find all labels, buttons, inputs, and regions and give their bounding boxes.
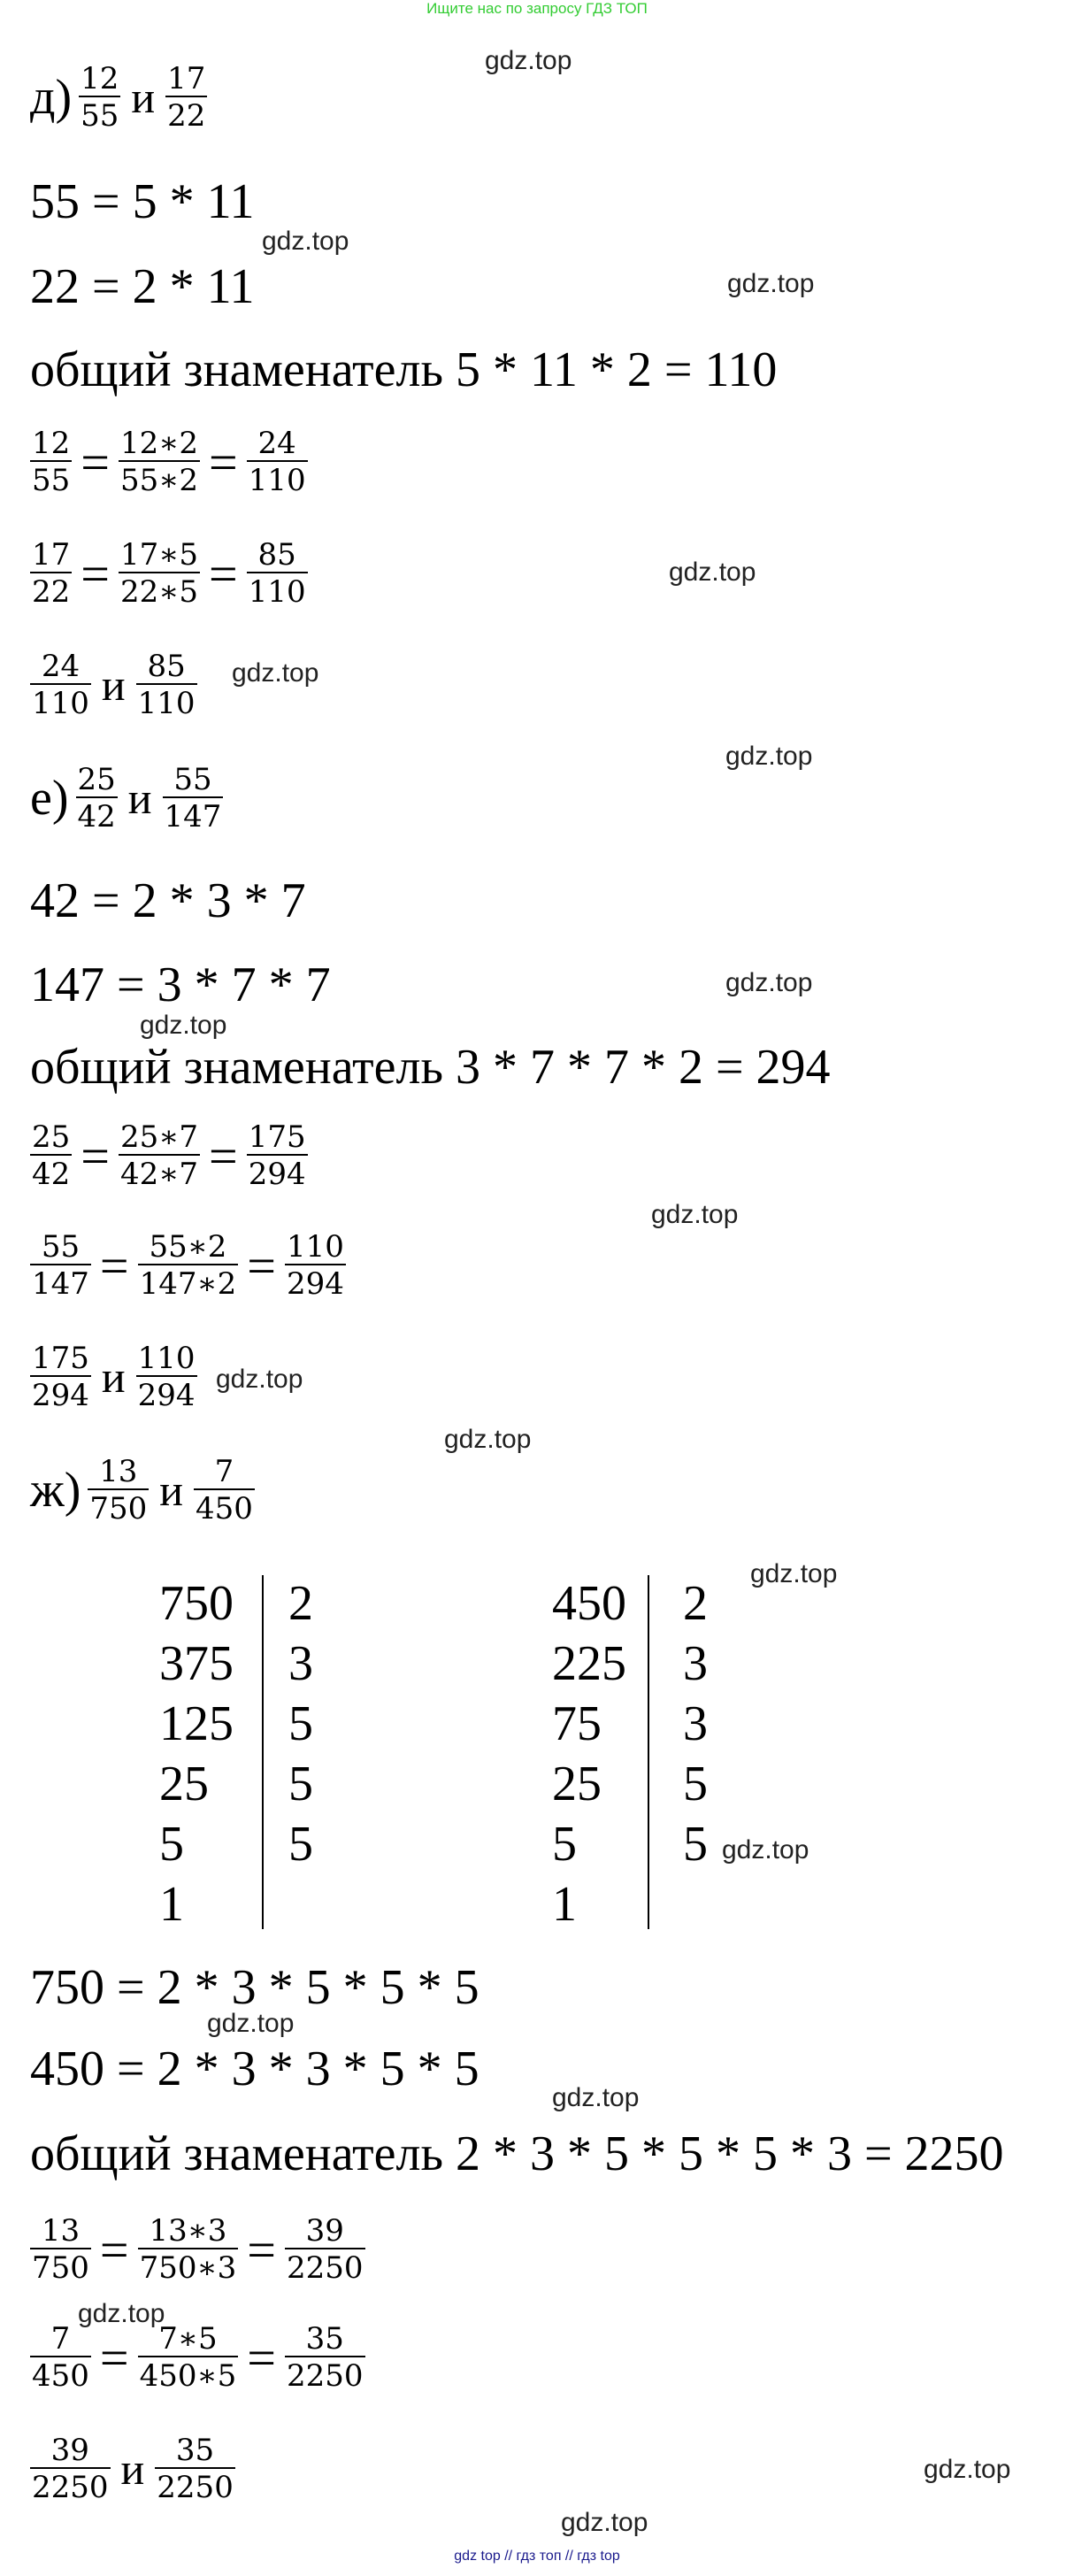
fraction: $\frac{24}{110}$ [32,649,89,722]
problem-label: ж) [30,1463,81,1519]
fraction: $\frac{35}{2250}$ [157,2433,234,2506]
watermark: gdz.top [561,2508,648,2537]
watermark: gdz.top [485,46,572,75]
factorization-line: 750 = 2 * 3 * 5 * 5 * 5 [30,1960,479,2015]
table-cell: 2 [288,1576,313,1631]
common-denominator-line: общий знаменатель 2 * 3 * 5 * 5 * 5 * 3 = 2250 [30,2126,1004,2181]
conversion-line [30,2214,365,2285]
watermark: gdz.top [750,1559,838,1588]
table-cell: 5 [552,1817,577,1872]
table-cell: 5 [288,1817,313,1872]
table-cell: 25 [159,1757,209,1811]
fraction: $\frac{13}{750}$ [89,1454,148,1527]
result-line [30,650,197,720]
equals-sign: = [99,1236,129,1295]
fraction: $\frac{110}{294}$ [137,1341,196,1414]
fraction: $\frac{39}{2250}$ [286,2213,364,2287]
equals-sign: = [209,544,238,603]
equals-sign: = [99,2328,129,2387]
watermark: gdz.top [725,968,813,997]
conjunction: и [101,660,126,711]
conjunction: и [101,1352,126,1403]
conversion-line [30,1120,308,1191]
fraction: $\frac{17}{22}$ [32,537,71,611]
search-banner: Ищите нас по запросу ГДЗ ТОП [426,0,648,17]
problem-label: д) [30,70,73,126]
watermark: gdz.top [552,2083,640,2112]
result-line [30,2434,235,2504]
table-cell: 375 [159,1636,234,1691]
fraction: $\frac{12∗2}{55∗2}$ [119,426,198,499]
common-denominator-line: общий знаменатель 3 * 7 * 7 * 2 = 294 [30,1040,831,1095]
table-cell: 1 [552,1877,577,1932]
fraction: $\frac{7}{450}$ [196,1454,253,1527]
fraction: $\frac{175}{294}$ [248,1119,306,1193]
factorization-line: 450 = 2 * 3 * 3 * 5 * 5 [30,2042,479,2096]
conversion-line [30,1230,346,1301]
equals-sign: = [81,544,110,603]
watermark: gdz.top [727,269,815,298]
factorization-line: 42 = 2 * 3 * 7 [30,873,306,928]
table-cell: 3 [683,1636,708,1691]
factorization-line: 55 = 5 * 11 [30,174,255,229]
table-cell: 5 [159,1817,184,1872]
conjunction: и [127,773,152,824]
conversion-line [30,538,308,609]
fraction: $\frac{13}{750}$ [32,2213,89,2287]
fraction: $\frac{55}{147}$ [32,1229,89,1303]
table-cell: 3 [288,1636,313,1691]
table-cell: 5 [288,1696,313,1751]
fraction: $\frac{55∗2}{147∗2}$ [139,1229,237,1303]
table-cell: 25 [552,1757,602,1811]
fraction: $\frac{12}{55}$ [32,426,71,499]
fraction: $\frac{175}{294}$ [32,1341,89,1414]
fraction: $\frac{24}{110}$ [248,426,306,499]
conjunction: и [131,73,156,123]
fraction: $\frac{85}{110}$ [248,537,306,611]
table-divider [648,1575,649,1929]
problem-label: е) [30,771,69,827]
conjunction: и [159,1465,184,1516]
fraction: $\frac{13∗3}{750∗3}$ [139,2213,237,2287]
table-cell: 2 [683,1576,708,1631]
table-cell: 125 [159,1696,234,1751]
watermark: gdz.top [140,1011,227,1040]
problem-d-heading [30,62,207,133]
equals-sign: = [247,1236,276,1295]
table-cell: 5 [683,1757,708,1811]
watermark: gdz.top [651,1200,739,1229]
conjunction: и [120,2444,145,2495]
common-denominator-line: общий знаменатель 5 * 11 * 2 = 110 [30,342,778,397]
equals-sign: = [247,2220,276,2279]
table-cell: 3 [683,1696,708,1751]
table-cell: 75 [552,1696,602,1751]
table-cell: 1 [159,1877,184,1932]
problem-e-heading [30,763,223,834]
fraction: $\frac{17∗5}{22∗5}$ [119,537,198,611]
equals-sign: = [247,2328,276,2387]
table-cell: 225 [552,1636,626,1691]
equals-sign: = [99,2220,129,2279]
watermark: gdz.top [207,2009,295,2038]
table-cell: 5 [288,1757,313,1811]
fraction: $\frac{39}{2250}$ [32,2433,109,2506]
fraction: $\frac{25∗7}{42∗7}$ [119,1119,198,1193]
fraction: $\frac{17}{22}$ [167,61,206,135]
fraction: $\frac{7}{450}$ [32,2321,89,2395]
problem-zh-heading [30,1455,255,1526]
watermark: gdz.top [262,227,349,256]
watermark: gdz.top [924,2455,1011,2484]
fraction: $\frac{55}{147}$ [164,762,222,835]
fraction: $\frac{110}{294}$ [286,1229,344,1303]
table-cell: 750 [159,1576,234,1631]
equals-sign: = [209,433,238,491]
watermark: gdz.top [725,742,813,771]
table-cell: 5 [683,1817,708,1872]
equals-sign: = [81,1127,110,1185]
factorization-line: 147 = 3 * 7 * 7 [30,957,331,1012]
watermark: gdz.top [216,1365,303,1394]
watermark: gdz.top [669,557,756,587]
equals-sign: = [209,1127,238,1185]
table-cell: 450 [552,1576,626,1631]
fraction: $\frac{25}{42}$ [32,1119,71,1193]
watermark: gdz.top [78,2299,165,2328]
fraction: $\frac{7∗5}{450∗5}$ [139,2321,237,2395]
watermark: gdz.top [444,1425,532,1454]
factorization-line: 22 = 2 * 11 [30,259,255,314]
watermark: gdz.top [232,658,319,688]
fraction: $\frac{25}{42}$ [77,762,116,835]
result-line [30,1342,197,1412]
watermark: gdz.top [722,1835,809,1865]
conversion-line [30,427,308,497]
table-divider [262,1575,264,1929]
fraction: $\frac{35}{2250}$ [286,2321,364,2395]
footer-links: gdz top // гдз топ // гдз top [454,2549,620,2564]
fraction: $\frac{85}{110}$ [137,649,196,722]
equals-sign: = [81,433,110,491]
fraction: $\frac{12}{55}$ [81,61,119,135]
conversion-line [30,2322,365,2393]
